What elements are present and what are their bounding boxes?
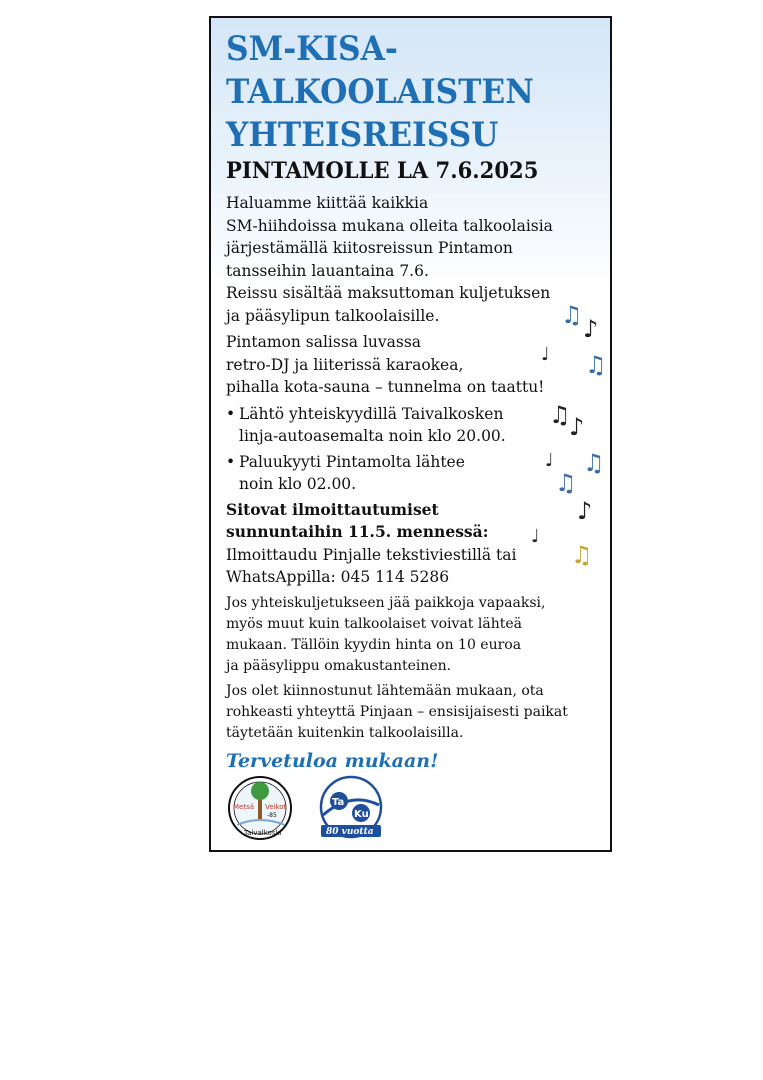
music-note-icon: ♪ <box>569 413 585 441</box>
logo-ta: Ta <box>332 797 345 808</box>
registration-line: Ilmoittaudu Pinjalle tekstiviestillä tai <box>226 545 517 564</box>
music-note-icon: ♩ <box>541 344 550 365</box>
bullet-dot: • <box>226 404 236 423</box>
bullet-line: Paluukyyti Pintamolta lähtee <box>239 452 465 471</box>
taku-logo <box>317 775 385 843</box>
double-note-icon: ♫ <box>585 351 607 379</box>
logo-text-right: Veikot <box>265 803 287 811</box>
note-paragraph-1 <box>226 593 606 677</box>
logo-ku: Ku <box>354 809 369 820</box>
double-note-icon: ♫ <box>555 469 577 497</box>
double-note-icon: ♫ <box>549 401 571 429</box>
music-note-icon: ♪ <box>583 315 599 343</box>
bullet-line: Lähtö yhteiskyydillä Taivalkosken <box>239 404 504 423</box>
note-line: myös muut kuin talkoolaiset voivat lähteä <box>226 615 522 632</box>
logo-location: Taivalkoski <box>244 829 282 837</box>
note-paragraph-2 <box>226 681 606 744</box>
music-note-icon: ♩ <box>531 526 540 547</box>
intro-line: järjestämällä kiitosreissun Pintamon <box>226 239 513 257</box>
metsa-veikot-logo <box>227 775 293 841</box>
program-line: pihalla kota-sauna – tunnelma on taattu! <box>226 378 545 396</box>
note-line: Jos olet kiinnostunut lähtemään mukaan, ota <box>226 682 544 699</box>
bullet-line: noin klo 02.00. <box>239 475 357 493</box>
headline-line-1: SM-KISA- <box>226 29 398 69</box>
double-note-icon: ♫ <box>561 301 583 329</box>
bullet-dot: • <box>226 452 236 471</box>
program-line: Pintamon salissa luvassa <box>226 333 422 351</box>
registration-phone: WhatsAppilla: 045 114 5286 <box>226 568 450 586</box>
advertisement-card <box>209 16 612 852</box>
headline-line-2: TALKOOLAISTEN <box>226 72 534 112</box>
double-note-icon: ♫ <box>571 541 593 569</box>
registration-deadline: sunnuntaihin 11.5. mennessä: <box>226 522 489 541</box>
music-note-icon: ♩ <box>545 450 554 471</box>
intro-line: Haluamme kiittää kaikkia <box>226 194 429 212</box>
note-line: ja pääsylippu omakustanteinen. <box>226 657 452 674</box>
double-note-icon: ♫ <box>583 449 605 477</box>
registration-deadline: Sitovat ilmoittautumiset <box>226 499 439 519</box>
logo-anniversary: 80 vuotta <box>326 827 374 837</box>
music-note-icon: ♪ <box>577 497 593 525</box>
subheadline: PINTAMOLLE LA 7.6.2025 <box>226 158 539 184</box>
note-line: Jos yhteiskuljetukseen jää paikkoja vapaaksi, <box>226 594 546 611</box>
intro-line: SM-hiihdoissa mukana olleita talkoolaisia <box>226 216 553 235</box>
bullet-line: linja-autoasemalta noin klo 20.00. <box>239 427 506 445</box>
logo-year: -85 <box>267 812 277 819</box>
intro-line: Reissu sisältää maksuttoman kuljetuksen <box>226 284 551 302</box>
note-line: mukaan. Tällöin kyydin hinta on 10 euroa <box>226 636 522 653</box>
logo-text-left: Metsä <box>233 803 255 811</box>
headline-line-3: YHTEISREISSU <box>226 115 499 155</box>
closing-text: Tervetuloa mukaan! <box>226 749 439 772</box>
note-line: täytetään kuitenkin talkoolaisilla. <box>226 724 464 741</box>
intro-line: ja pääsylipun talkoolaisille. <box>226 306 440 325</box>
program-line: retro-DJ ja liiterissä karaokea, <box>226 355 464 374</box>
headline <box>226 28 576 157</box>
music-notes-decoration <box>531 303 611 573</box>
note-line: rohkeasti yhteyttä Pinjaan – ensisijaisesti paikat <box>226 703 568 720</box>
intro-line: tansseihin lauantaina 7.6. <box>226 261 429 280</box>
